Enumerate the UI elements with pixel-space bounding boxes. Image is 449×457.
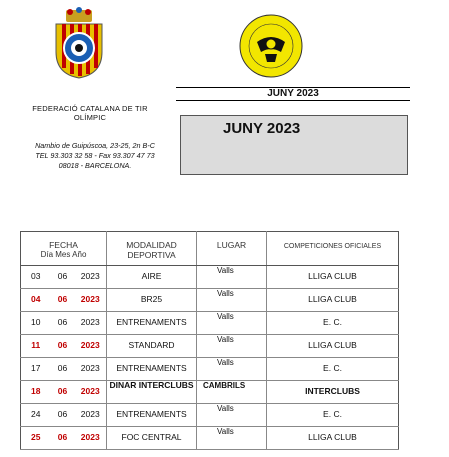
address-line3: 08018 - BARCELONA. <box>58 161 132 170</box>
cell-year: 2023 <box>75 404 107 427</box>
cell-lugar: Valls <box>197 404 267 427</box>
table-row <box>21 358 399 381</box>
federation-name <box>30 104 150 122</box>
cell-month: 06 <box>51 358 75 381</box>
header-modalidad <box>107 232 197 266</box>
cell-month: 06 <box>51 335 75 358</box>
header-lugar <box>197 232 267 266</box>
header-fecha-label: FECHA <box>49 240 78 250</box>
federation-name-line2: OLÍMPIC <box>73 113 107 122</box>
table-row <box>21 335 399 358</box>
cell-modalidad: ENTRENAMENTS <box>107 312 197 335</box>
cell-modalidad: AIRE <box>107 266 197 289</box>
schedule-table <box>20 231 399 450</box>
table-header-row <box>21 232 399 266</box>
cell-year: 2023 <box>75 358 107 381</box>
cell-month: 06 <box>51 289 75 312</box>
table-row <box>21 266 399 289</box>
federation-address <box>6 141 184 171</box>
cell-modalidad: FOC CENTRAL <box>107 427 197 450</box>
cell-day: 11 <box>21 335 51 358</box>
header-dia: Día <box>40 250 54 259</box>
cell-competicion: E. C. <box>267 358 399 381</box>
cell-day: 24 <box>21 404 51 427</box>
header-fecha <box>21 232 107 266</box>
cell-day: 25 <box>21 427 51 450</box>
cell-year: 2023 <box>75 312 107 335</box>
header-lugar-label: LUGAR <box>216 240 247 250</box>
month-bar-title: JUNY 2023 <box>176 87 410 101</box>
cell-modalidad: DINAR INTERCLUBS <box>107 381 197 404</box>
cell-day: 03 <box>21 266 51 289</box>
cell-month: 06 <box>51 427 75 450</box>
table-row <box>21 404 399 427</box>
address-line2: TEL 93.303 32 58 - Fax 93.307 47 73 <box>35 151 155 160</box>
cell-day: 04 <box>21 289 51 312</box>
table-row <box>21 312 399 335</box>
cell-day: 17 <box>21 358 51 381</box>
cell-competicion: E. C. <box>267 312 399 335</box>
header-date-parts <box>21 250 106 259</box>
cell-competicion: LLIGA CLUB <box>267 427 399 450</box>
table-row <box>21 427 399 450</box>
header-competiciones <box>267 232 399 266</box>
cell-month: 06 <box>51 381 75 404</box>
cell-modalidad: BR25 <box>107 289 197 312</box>
cell-year: 2023 <box>75 381 107 404</box>
address-line1: Nambio de Guipúscoa, 23-25, 2n B-C <box>35 141 155 150</box>
cell-competicion: LLIGA CLUB <box>267 335 399 358</box>
cell-year: 2023 <box>75 427 107 450</box>
cell-competicion: LLIGA CLUB <box>267 289 399 312</box>
month-box-title: JUNY 2023 <box>223 120 301 137</box>
cell-lugar: CAMBRILS <box>197 381 267 404</box>
cell-lugar: Valls <box>197 266 267 289</box>
header-mes: Mes <box>55 250 71 259</box>
table-row <box>21 381 399 404</box>
cell-lugar: Valls <box>197 427 267 450</box>
cell-day: 10 <box>21 312 51 335</box>
header-modalidad-line1: MODALIDAD <box>126 240 177 250</box>
federation-crest-icon <box>48 6 110 80</box>
header-ano: Año <box>72 250 87 259</box>
table-row <box>21 289 399 312</box>
header-competiciones-label: COMPETICIONES OFICIALES <box>283 243 382 250</box>
header-modalidad-line2: DEPORTIVA <box>127 250 176 260</box>
cell-month: 06 <box>51 266 75 289</box>
cell-competicion: INTERCLUBS <box>267 381 399 404</box>
cell-lugar: Valls <box>197 335 267 358</box>
cell-lugar: Valls <box>197 312 267 335</box>
cell-year: 2023 <box>75 335 107 358</box>
cell-month: 06 <box>51 404 75 427</box>
cell-competicion: E. C. <box>267 404 399 427</box>
cell-year: 2023 <box>75 266 107 289</box>
cell-lugar: Valls <box>197 289 267 312</box>
cell-day: 18 <box>21 381 51 404</box>
cell-lugar: Valls <box>197 358 267 381</box>
club-logo-icon <box>239 14 303 78</box>
cell-modalidad: ENTRENAMENTS <box>107 358 197 381</box>
cell-year: 2023 <box>75 289 107 312</box>
cell-competicion: LLIGA CLUB <box>267 266 399 289</box>
month-box <box>180 115 408 175</box>
federation-name-line1: FEDERACIÓ CATALANA DE TIR <box>32 104 148 113</box>
cell-modalidad: STANDARD <box>107 335 197 358</box>
cell-month: 06 <box>51 312 75 335</box>
cell-modalidad: ENTRENAMENTS <box>107 404 197 427</box>
